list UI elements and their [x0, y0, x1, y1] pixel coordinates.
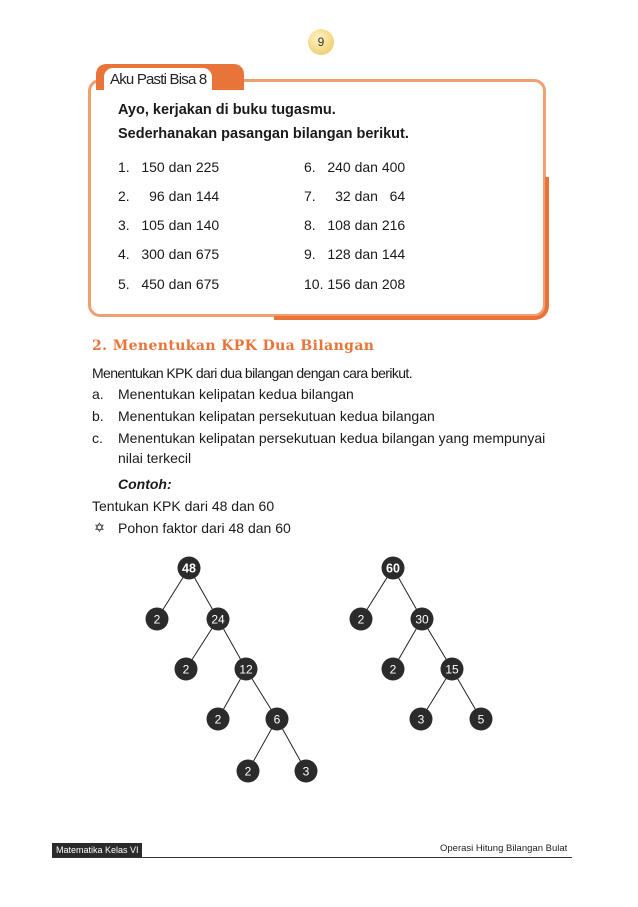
- footer-book-title: Matematika Kelas VI: [52, 843, 142, 857]
- exercise-item: 10. 156 dan 208: [304, 276, 406, 292]
- tree-60-node-label: 2: [357, 612, 365, 627]
- exercise-instruction: Sederhanakan pasangan bilangan berikut.: [118, 126, 409, 142]
- exercise-item: 1. 150 dan 225: [118, 159, 220, 175]
- exercise-item: 5. 450 dan 675: [118, 276, 220, 292]
- tree-60-node: [410, 708, 433, 731]
- page-number: 9: [308, 29, 334, 55]
- step-marker: a.: [92, 386, 104, 402]
- step-marker: c.: [92, 430, 103, 446]
- tree-60-node-label: 2: [389, 662, 397, 677]
- tree-48-node-label: 2: [214, 712, 222, 727]
- footer-chapter-title: Operasi Hitung Bilangan Bulat: [440, 843, 568, 854]
- exercise-instruction: Ayo, kerjakan di buku tugasmu.: [118, 102, 336, 118]
- tree-60-node: [382, 658, 405, 681]
- tree-60-node-label: 5: [477, 712, 485, 727]
- tree-48-node: [207, 608, 230, 631]
- step-text: Menentukan kelipatan persekutuan kedua bilangan yang mempunyai: [118, 430, 546, 446]
- tree-60-node: [411, 608, 434, 631]
- tree-48-node: [266, 708, 289, 731]
- example-label: Contoh:: [118, 476, 172, 492]
- tree-48-node-label: 2: [153, 612, 161, 627]
- tree-60-node: [350, 608, 373, 631]
- tree-48-node-label: 2: [244, 764, 252, 779]
- tree-48-node: [295, 760, 318, 783]
- exercise-item: 8. 108 dan 216: [304, 217, 406, 233]
- tree-48-node: [237, 760, 260, 783]
- tree-60-node-label: 60: [386, 561, 400, 576]
- tree-60-node: [441, 658, 464, 681]
- exercise-item: 7. 32 dan 64: [304, 188, 406, 204]
- tree-48-node-label: 12: [239, 662, 253, 677]
- step-text: Menentukan kelipatan persekutuan kedua bilangan: [118, 408, 435, 424]
- tree-48-node: [175, 658, 198, 681]
- example-task: Tentukan KPK dari 48 dan 60: [92, 498, 275, 514]
- tree-48-node-label: 2: [182, 662, 190, 677]
- tree-48-node-label: 48: [182, 561, 196, 576]
- step-marker: b.: [92, 408, 104, 424]
- exercise-item: 2. 96 dan 144: [118, 188, 220, 204]
- star-icon: ✡: [94, 520, 105, 535]
- step-text-continued: nilai terkecil: [118, 450, 192, 466]
- tree-60-node: [382, 557, 405, 580]
- tree-48-node: [178, 557, 201, 580]
- exercise-tab-label: Aku Pasti Bisa 8: [104, 68, 212, 90]
- tree-48-node-label: 3: [302, 764, 310, 779]
- tree-60-node-label: 3: [417, 712, 425, 727]
- exercise-item: 9. 128 dan 144: [304, 246, 406, 262]
- bullet-text: Pohon faktor dari 48 dan 60: [118, 520, 291, 536]
- exercise-item: 3. 105 dan 140: [118, 217, 220, 233]
- exercise-item: 6. 240 dan 400: [304, 159, 406, 175]
- exercise-item: 4. 300 dan 675: [118, 246, 220, 262]
- tree-48-node-label: 6: [273, 712, 281, 727]
- tree-48-node: [235, 658, 258, 681]
- tree-60-node: [470, 708, 493, 731]
- section-intro: Menentukan KPK dari dua bilangan dengan cara berikut.: [92, 365, 412, 381]
- tree-48-node-label: 24: [211, 612, 225, 627]
- tree-48-node: [207, 708, 230, 731]
- step-text: Menentukan kelipatan kedua bilangan: [118, 386, 354, 402]
- tree-48-node: [146, 608, 169, 631]
- section-title: 2. Menentukan KPK Dua Bilangan: [92, 338, 375, 354]
- footer-divider: [52, 857, 572, 858]
- tree-60-node-label: 30: [415, 612, 429, 627]
- tree-60-node-label: 15: [445, 662, 459, 677]
